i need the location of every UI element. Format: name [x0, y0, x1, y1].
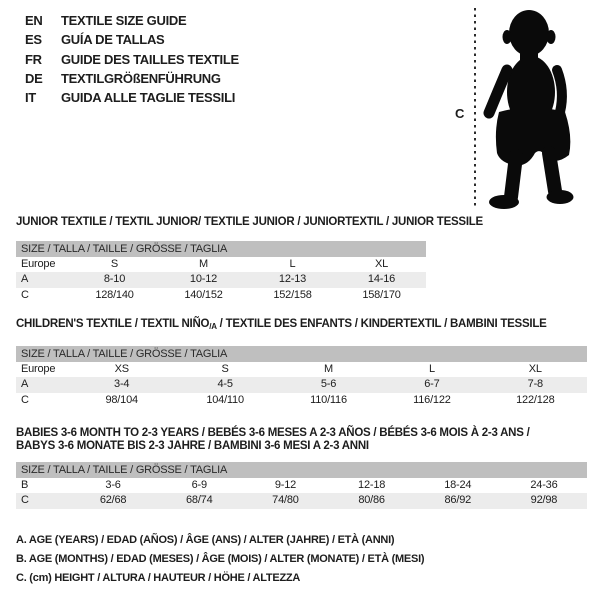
table-row-age	[16, 272, 426, 287]
language-row-de	[25, 69, 239, 88]
size-cell: XS	[114, 363, 129, 375]
language-list	[25, 11, 239, 107]
row-label: A	[21, 378, 29, 391]
table-row-height	[16, 493, 587, 508]
language-row-fr	[25, 50, 239, 69]
months-cell: 6-9	[191, 479, 207, 491]
title-subscript: /A	[209, 322, 217, 331]
guide-title-en: TEXTILE SIZE GUIDE	[61, 13, 187, 28]
height-cell: 116/122	[413, 393, 451, 406]
size-cell: M	[199, 258, 208, 270]
babies-table-title-line2: BABYS 3-6 MONATE BIS 2-3 JAHRE / BAMBINI 3-6 MESI A 2-3 ANNI	[16, 440, 369, 452]
row-label: C	[21, 288, 29, 301]
height-cell: 110/116	[310, 393, 347, 406]
age-cell: 3-4	[114, 378, 130, 391]
table-row-height	[16, 393, 587, 408]
months-cell: 24-36	[530, 479, 558, 491]
height-cell: 68/74	[185, 494, 213, 507]
age-cell: 6-7	[424, 378, 440, 391]
height-cell: 104/110	[206, 393, 244, 406]
height-cell: 98/104	[105, 393, 138, 406]
row-label: Europe	[21, 363, 56, 375]
size-cell: S	[110, 258, 119, 270]
language-row-it	[25, 88, 239, 107]
junior-textile-table	[16, 216, 483, 303]
months-cell: 18-24	[444, 479, 472, 491]
size-cell: S	[221, 363, 229, 375]
table-row-europe	[16, 257, 426, 272]
row-label: B	[21, 479, 29, 491]
age-cell: 12-13	[278, 273, 307, 286]
size-header-bar: SIZE / TALLA / TAILLE / GRÖSSE / TAGLIA	[16, 241, 426, 257]
language-row-en	[25, 11, 239, 30]
months-cell: 3-6	[105, 479, 121, 491]
height-cell: 74/80	[272, 494, 299, 507]
size-header-bar: SIZE / TALLA / TAILLE / GRÖSSE / TAGLIA	[16, 462, 587, 478]
babies-table-title-line1: BABIES 3-6 MONTH TO 2-3 YEARS / BEBÉS 3-6 MESES A 2-3 AÑOS / BÉBÉS 3-6 MOIS À 2-3 ANS /	[16, 427, 530, 439]
size-cell: L	[289, 258, 296, 270]
footnote-b: B. AGE (MONTHS) / EDAD (MESES) / ÂGE (MOIS) / ALTER (MONATE) / ETÀ (MESI)	[16, 553, 425, 565]
footnote-c: C. (cm) HEIGHT / ALTURA / HAUTEUR / HÖHE / ALTEZZA	[16, 572, 301, 584]
footnote-a: A. AGE (YEARS) / EDAD (AÑOS) / ÂGE (ANS) / ALTER (JAHRE) / ETÀ (ANNI)	[16, 534, 395, 546]
toddler-silhouette-image	[483, 6, 583, 211]
babies-textile-table	[16, 427, 587, 509]
height-cell: 122/128	[516, 393, 555, 406]
guide-title-de: TEXTILGRÖßENFÜHRUNG	[61, 70, 221, 86]
height-cell: 92/98	[530, 494, 558, 507]
junior-table-title: JUNIOR TEXTILE / TEXTIL JUNIOR/ TEXTILE JUNIOR / JUNIORTEXTIL / JUNIOR TESSILE	[16, 216, 483, 228]
childrens-table-title	[16, 318, 587, 333]
age-cell: 5-6	[320, 378, 337, 391]
age-cell: 10-12	[189, 273, 218, 286]
size-header-bar: SIZE / TALLA / TAILLE / GRÖSSE / TAGLIA	[16, 346, 587, 362]
size-cell: XL	[528, 363, 542, 375]
guide-title-fr: GUIDE DES TAILLES TEXTILE	[61, 51, 239, 67]
row-label: C	[21, 494, 29, 507]
age-cell: 8-10	[103, 273, 126, 286]
age-cell: 14-16	[367, 273, 396, 286]
row-label: A	[21, 273, 29, 286]
title-part: CHILDREN'S TEXTILE / TEXTIL NIÑO	[16, 318, 210, 330]
height-cell: 62/68	[99, 494, 127, 507]
row-label: C	[21, 393, 29, 406]
height-c-label: C	[455, 106, 465, 121]
height-measure-dotted-line	[474, 8, 476, 208]
language-code: IT	[25, 90, 36, 106]
size-cell: M	[324, 363, 333, 375]
months-cell: 12-18	[358, 479, 386, 491]
table-row-months	[16, 478, 587, 493]
height-cell: 80/86	[358, 494, 385, 507]
size-cell: XL	[374, 258, 389, 270]
table-row-europe	[16, 362, 587, 377]
height-cell: 140/152	[184, 288, 223, 301]
guide-title-it: GUIDA ALLE TAGLIE TESSILI	[61, 90, 236, 106]
height-cell: 86/92	[444, 494, 472, 507]
months-cell: 9-12	[274, 479, 297, 491]
height-cell: 128/140	[95, 288, 134, 301]
language-code: ES	[25, 32, 42, 48]
language-code: DE	[25, 70, 43, 86]
childrens-textile-table	[16, 318, 587, 408]
age-cell: 7-8	[527, 378, 543, 391]
height-cell: 158/170	[362, 288, 401, 301]
age-cell: 4-5	[217, 378, 233, 391]
row-label: Europe	[21, 258, 56, 270]
size-cell: L	[428, 363, 435, 375]
language-row-es	[25, 30, 239, 49]
table-row-height	[16, 288, 426, 303]
title-part: / TEXTILE DES ENFANTS / KINDERTEXTIL / BAMBINI TESSILE	[216, 318, 547, 330]
language-code: FR	[25, 51, 42, 67]
legend-footnotes	[16, 531, 424, 588]
language-code: EN	[25, 13, 43, 28]
table-row-age	[16, 377, 587, 392]
guide-title-es: GUÍA DE TALLAS	[61, 32, 165, 48]
height-cell: 152/158	[273, 288, 312, 301]
